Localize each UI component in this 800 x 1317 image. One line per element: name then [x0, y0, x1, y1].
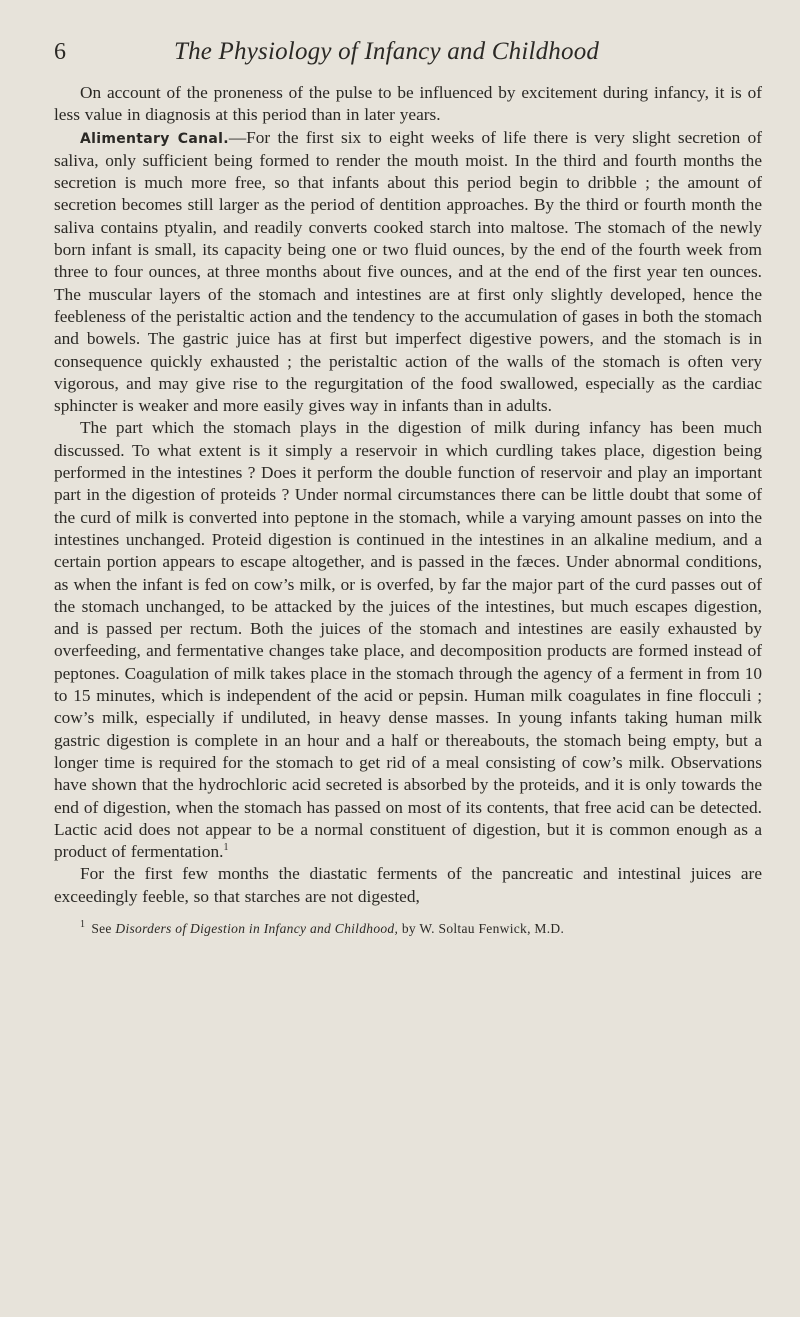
- page-number: 6: [54, 39, 66, 65]
- running-header: [54, 38, 762, 78]
- book-title: The Physiology of Infancy and Childhood: [174, 38, 600, 65]
- footnote-see: See: [91, 920, 116, 936]
- footnote-work-title: Disorders of Digestion in Infancy and Childhood,: [115, 920, 399, 936]
- body-text: [54, 82, 762, 908]
- footnote-reference[interactable]: 1: [223, 842, 229, 854]
- section-heading-alimentary-canal: Alimentary Canal.: [80, 130, 229, 147]
- paragraph-pulse: On account of the proneness of the pulse to be influenced by excitement during infancy, it is of less value in diagnosis at this period than in later years.: [54, 83, 762, 125]
- footnote-author: by W. Soltau Fenwick, M.D.: [398, 920, 565, 936]
- paragraph-stomach-text: The part which the stomach plays in the digestion of milk during infancy has been much discussed. To what extent is it simply a reservoir in which curdling takes place, digestion being performed in the intestines ? Does it perform the double function of reservoir and play an important part in the digestion of proteids ? Under normal circumstances there can be little doubt that some of the curd of milk is converted into peptone in the stomach, while a varying amount passes on into the intestines unchanged. Proteid digestion is continued in the intestines in an alkaline medium, and a certain portion appears to escape altogether, and is passed in the fæces. Under abnormal conditions, as when the infant is fed on cow’s milk, or is overfed, by far the major part of the curd passes out of the stomach unchanged, to be attacked by the juices of the intestines, but much escapes digestion, and is passed per rectum. Both the juices of the stomach and intestines are easily exhausted by overfeeding, and fermentative changes take place, and decomposition products are formed instead of peptones. Coagulation of milk takes place in the stomach through the agency of a ferment in from 10 to 15 minutes, which is independent of the acid or pepsin. Human milk coagulates in fine flocculi ; cow’s milk, especially if undiluted, in heavy dense masses. In young infants taking human milk gastric digestion is complete in an hour and a half or thereabouts, the stomach being empty, but a longer time is required for the stomach to get rid of a meal consisting of cow’s milk. Observations have shown that the hydrochloric acid secreted is absorbed by the proteids, and it is only towards the end of digestion, when the stomach has passed on most of its contents, that free acid can be detected. Lactic acid does not appear to be a normal constituent of digestion, but it is common enough as a product of fermentation.: [54, 418, 762, 862]
- paragraph-pancreatic: For the first few months the diastatic ferments of the pancreatic and intestinal juices are exceedingly feeble, so that starches are not digested,: [54, 864, 762, 906]
- footnote: [54, 920, 762, 938]
- paragraph-alimentary-text: —For the first six to eight weeks of life there is very slight secretion of saliva, only sufficient being formed to render the mouth moist. In the third and fourth months the secretion is much more free, so that infants about this period begin to dribble ; the amount of secretion becomes still larger as the period of dentition approaches. By the third or fourth month the saliva contains ptyalin, and readily converts cooked starch into maltose. The stomach of the newly born infant is small, its capacity being one or two fluid ounces, by the end of the fourth week from three to four ounces, at three months about five ounces, and at the end of the first year ten ounces. The muscular layers of the stomach and intestines are at first only slightly developed, hence the feebleness of the peristaltic action and the tendency to the accumulation of gases in both the stomach and bowels. The gastric juice has at first but imperfect digestive powers, and the stomach is in consequence quickly exhausted ; the peristaltic action of the walls of the stomach is often very vigorous, and may give rise to the regurgitation of the food swallowed, especially as the cardiac sphincter is weaker and more easily gives way in infants than in adults.: [54, 127, 762, 416]
- paragraph-alimentary-canal: [54, 127, 762, 418]
- paragraph-stomach-digestion: [54, 417, 762, 863]
- footnote-mark: 1: [80, 919, 86, 931]
